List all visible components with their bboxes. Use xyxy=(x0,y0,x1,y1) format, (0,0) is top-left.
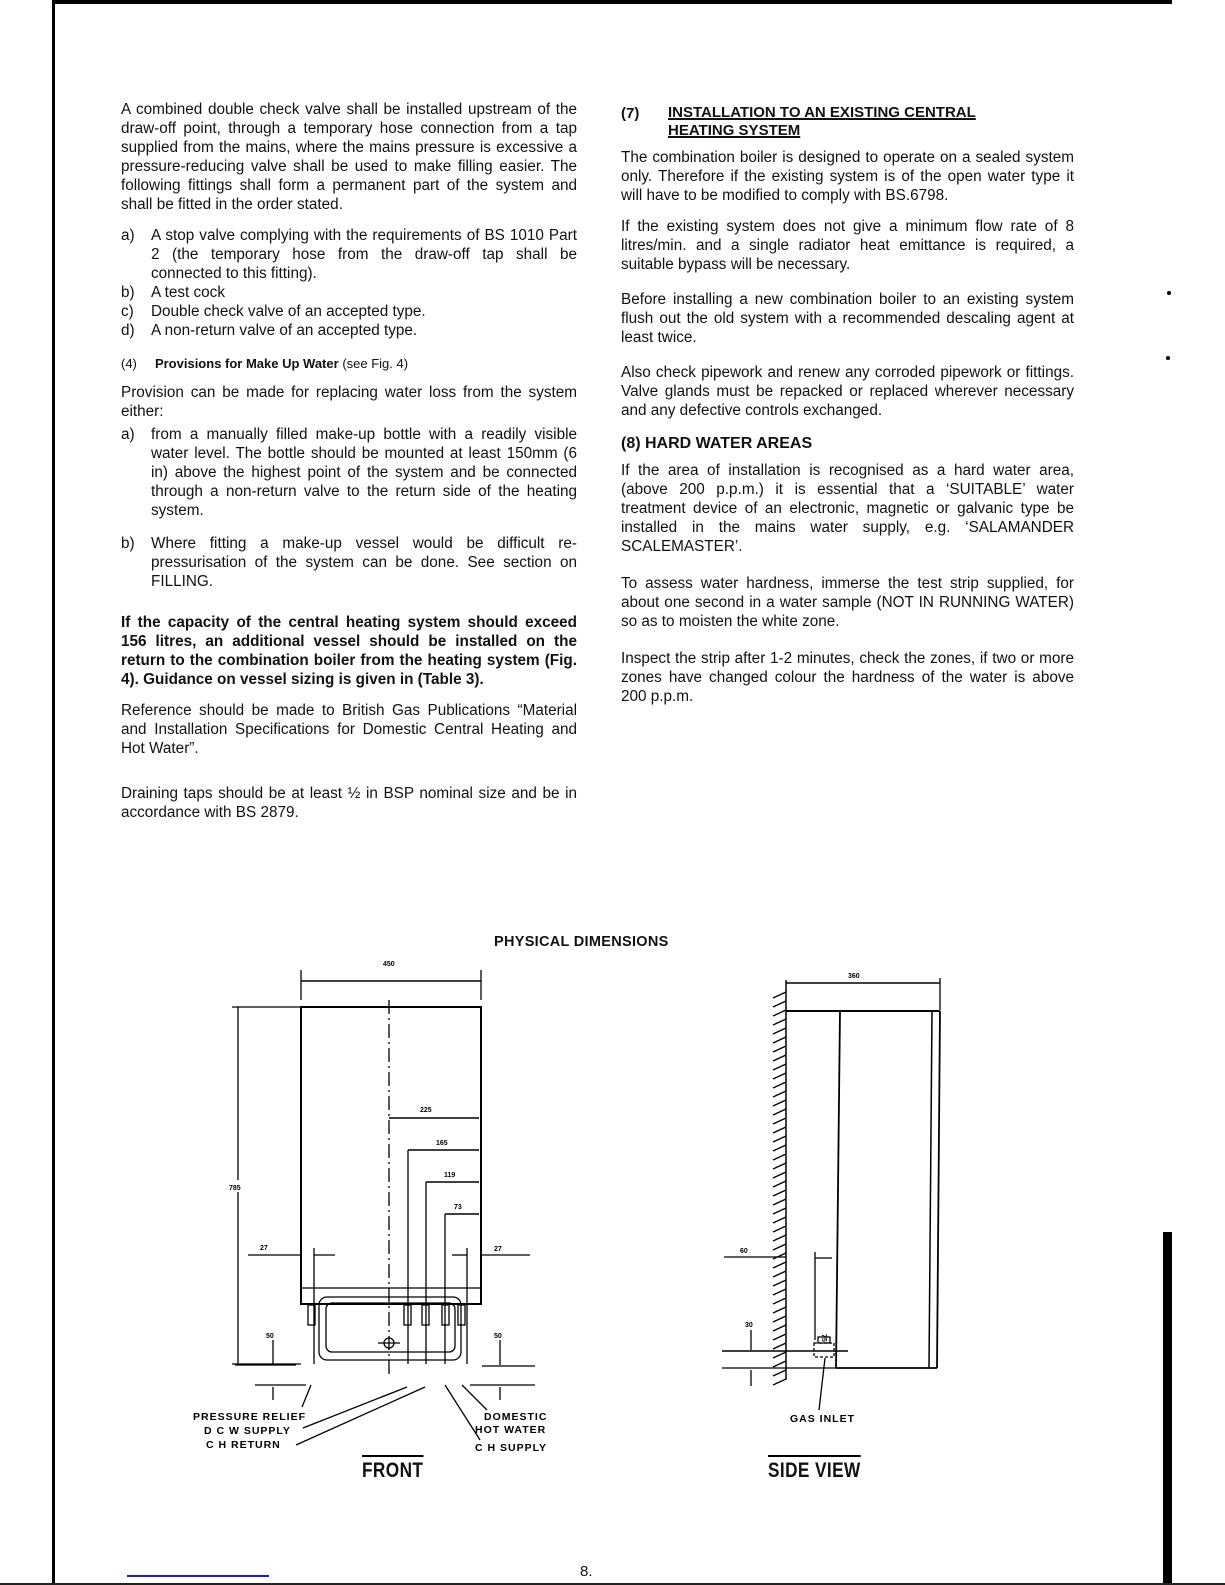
scan-speck xyxy=(1167,291,1171,295)
hatch-stroke xyxy=(773,1073,786,1079)
leader-line xyxy=(302,1385,311,1407)
scan-speck xyxy=(1166,356,1170,360)
list-marker: b) xyxy=(121,535,135,552)
pipe-ch-return xyxy=(422,1305,429,1325)
section-7-paragraph: Also check pipework and renew any corroded pipework or fittings. Valve glands must be repacked or replaced wherever necessary and any defective controls exchanged. xyxy=(621,364,1074,419)
front-view xyxy=(232,970,535,1445)
section-4-heading xyxy=(121,354,577,373)
hatch-stroke xyxy=(773,1361,786,1367)
makeup-options-list xyxy=(121,425,577,591)
list-marker: a) xyxy=(121,227,135,244)
list-marker: a) xyxy=(121,426,135,443)
side-dimension-labels xyxy=(740,973,860,1425)
section-title-line: HEATING SYSTEM xyxy=(668,122,801,139)
section-7-heading xyxy=(621,104,1074,140)
section-8-heading: (8) HARD WATER AREAS xyxy=(621,435,813,452)
hatch-stroke xyxy=(773,1280,786,1286)
hatch-stroke xyxy=(773,1298,786,1304)
hatch-stroke xyxy=(773,1028,786,1034)
hatch-stroke xyxy=(773,1379,786,1385)
hatch-stroke xyxy=(773,1190,786,1196)
fittings-list xyxy=(121,226,577,340)
pipe-dcw-supply xyxy=(404,1305,411,1325)
hatch-stroke xyxy=(773,1343,786,1349)
leader-line xyxy=(819,1358,825,1410)
list-text: A stop valve complying with the requirements of BS 1010 Part 2 (the temporary hose from the draw-off tap shall be connected to this fitting). xyxy=(151,227,577,282)
hatch-stroke xyxy=(773,1217,786,1223)
wall-hatching xyxy=(773,992,786,1385)
hatch-stroke xyxy=(773,1136,786,1142)
list-marker: d) xyxy=(121,322,135,339)
pipe-domestic-hot-water xyxy=(458,1305,465,1325)
hatch-stroke xyxy=(773,1037,786,1043)
right-column xyxy=(621,104,1074,706)
hatch-stroke xyxy=(773,1100,786,1106)
hatch-stroke xyxy=(773,1352,786,1358)
dim-label: 50 xyxy=(494,1333,502,1340)
hatch-stroke xyxy=(773,1082,786,1088)
page-number: 8. xyxy=(580,1563,593,1580)
list-item xyxy=(121,302,577,321)
hatch-stroke xyxy=(773,1010,786,1016)
list-text: A test cock xyxy=(151,284,225,301)
bottom-link-underline[interactable] xyxy=(127,1575,269,1577)
dim-label: 27 xyxy=(260,1245,268,1252)
hatch-stroke xyxy=(773,1172,786,1178)
side-casing-back xyxy=(937,1011,940,1368)
section-7-paragraph: The combination boiler is designed to operate on a sealed system only. Therefore if the existing system is of the open water type it will have to be modified to comply with BS.6798. xyxy=(621,149,1074,204)
hatch-stroke xyxy=(773,1271,786,1277)
list-item xyxy=(121,321,577,340)
list-marker: c) xyxy=(121,303,134,320)
list-item xyxy=(121,283,577,302)
connection-label: C H SUPPLY xyxy=(475,1442,548,1454)
hatch-stroke xyxy=(773,1370,786,1376)
gas-inlet-fitting xyxy=(814,1343,834,1357)
diagram-title: PHYSICAL DIMENSIONS xyxy=(494,934,669,950)
hatch-stroke xyxy=(773,1253,786,1259)
list-item xyxy=(121,534,577,591)
intro-paragraph: A combined double check valve shall be installed upstream of the draw-off point, through a temporary hose connection from a tap supplied from the mains, where the mains pressure is excessive a pressure-reducing valve shall be used to make filling easier. The following fittings shall form a permanent part of the system and shall be fitted in the order stated. xyxy=(121,101,577,213)
connection-label: C H RETURN xyxy=(206,1439,281,1451)
hatch-stroke xyxy=(773,1262,786,1268)
dim-label: 27 xyxy=(494,1246,502,1253)
draining-note: Draining taps should be at least ½ in BSP nominal size and be in accordance with BS 2879. xyxy=(121,785,577,821)
section-8-paragraph: To assess water hardness, immerse the test strip supplied, for about one second in a water sample (NOT IN RUNNING WATER) so as to moisten the white zone. xyxy=(621,575,1074,630)
connection-label: HOT WATER xyxy=(475,1424,547,1436)
list-item xyxy=(121,226,577,283)
front-casing xyxy=(301,1007,481,1304)
pipe-pressure-relief xyxy=(308,1305,315,1325)
hatch-stroke xyxy=(773,1055,786,1061)
dim-label: 119 xyxy=(444,1172,456,1179)
gas-inlet-nut xyxy=(818,1337,830,1343)
reference-note: Reference should be made to British Gas Publications “Material and Installation Specifications for Domestic Central Heating and Hot Water”. xyxy=(121,702,577,757)
hatch-stroke xyxy=(773,1154,786,1160)
section-7-paragraph: Before installing a new combination boiler to an existing system flush out the old system with a recommended descaling agent at least twice. xyxy=(621,291,1074,346)
pressure-gauge-icon xyxy=(384,1338,394,1348)
section-title-line: INSTALLATION TO AN EXISTING CENTRAL xyxy=(668,104,976,121)
leader-line xyxy=(445,1385,480,1440)
leader-line xyxy=(303,1387,407,1428)
hatch-stroke xyxy=(773,1226,786,1232)
hatch-stroke xyxy=(773,1316,786,1322)
capacity-note: If the capacity of the central heating system should exceed 156 litres, an additional vessel should be installed on the return to the combination boiler from the heating system (Fig. 4). Guidance on vessel sizing is given in (Table 3). xyxy=(121,614,577,688)
hatch-stroke xyxy=(773,1244,786,1250)
hatch-stroke xyxy=(773,992,786,998)
section-8-paragraph: If the area of installation is recognised as a hard water area, (above 200 p.p.m.) it is essential that a ‘SUITABLE’ water treatment device of an electronic, magnetic or galvanic type be installed in the mains water supply, e.g. ‘SALAMANDER SCALEMASTER’. xyxy=(621,462,1074,555)
hatch-stroke xyxy=(773,1163,786,1169)
hatch-stroke xyxy=(773,1325,786,1331)
hatch-stroke xyxy=(773,1109,786,1115)
front-control-panel xyxy=(319,1297,461,1360)
dim-label: 785 xyxy=(229,1185,241,1192)
hatch-stroke xyxy=(773,1208,786,1214)
section-title: Provisions for Make Up Water xyxy=(154,356,339,371)
hatch-stroke xyxy=(773,1289,786,1295)
list-text: A non-return valve of an accepted type. xyxy=(151,322,418,339)
leader-line xyxy=(462,1385,487,1410)
section-number: (7) xyxy=(621,105,640,122)
side-view xyxy=(722,978,940,1410)
dim-label: 360 xyxy=(848,973,860,980)
dim-label: 165 xyxy=(436,1140,448,1147)
dim-label: 30 xyxy=(745,1322,753,1329)
section-4-intro: Provision can be made for replacing water loss from the system either: xyxy=(121,384,577,420)
dim-label: 450 xyxy=(383,961,395,968)
list-item xyxy=(121,425,577,520)
connection-label: PRESSURE RELIEF xyxy=(193,1411,307,1423)
connection-label: D C W SUPPLY xyxy=(204,1425,291,1437)
connection-label: DOMESTIC xyxy=(484,1411,548,1423)
hatch-stroke xyxy=(773,1235,786,1241)
section-7-paragraph: If the existing system does not give a minimum flow rate of 8 litres/min. and a single radiator heat emittance is required, a suitable bypass will be necessary. xyxy=(621,218,1074,273)
page-border-top xyxy=(52,0,1172,4)
hatch-stroke xyxy=(773,1118,786,1124)
hatch-stroke xyxy=(773,1046,786,1052)
front-dimension-labels xyxy=(193,961,547,1454)
dim-label: 75 xyxy=(820,1334,827,1342)
dim-label: 73 xyxy=(454,1204,462,1211)
dim-label: 225 xyxy=(420,1107,432,1114)
section-8-paragraph: Inspect the strip after 1-2 minutes, check the zones, if two or more zones have changed colour the hardness of the water is above 200 p.p.m. xyxy=(621,650,1074,705)
hatch-stroke xyxy=(773,1064,786,1070)
section-number: (4) xyxy=(121,356,137,371)
list-marker: b) xyxy=(121,284,135,301)
hatch-stroke xyxy=(773,1334,786,1340)
figure-ref: (see Fig. 4) xyxy=(342,356,409,371)
dim-label: 50 xyxy=(266,1333,274,1340)
list-text: Double check valve of an accepted type. xyxy=(151,303,426,320)
leader-line xyxy=(296,1387,425,1445)
side-casing-inner xyxy=(929,1011,932,1368)
section-title xyxy=(668,104,976,140)
hatch-stroke xyxy=(773,1019,786,1025)
front-view-label: FRONT xyxy=(362,1455,423,1483)
side-view-label: SIDE VIEW xyxy=(768,1455,861,1483)
connection-label: GAS INLET xyxy=(790,1413,856,1425)
hatch-stroke xyxy=(773,1307,786,1313)
list-text: from a manually filled make-up bottle with a readily visible water level. The bottle should be mounted at least 150mm (6 in) above the highest point of the system and be connected through a non-return valve to the return side of the heating system. xyxy=(151,426,577,519)
front-control-panel-inner xyxy=(326,1303,455,1352)
side-casing-front xyxy=(836,1011,840,1368)
page-border-right xyxy=(1163,1232,1172,1585)
page-border-left-thick xyxy=(52,0,55,275)
left-column xyxy=(121,100,577,822)
dim-label: 60 xyxy=(740,1248,748,1255)
hatch-stroke xyxy=(773,1001,786,1007)
hatch-stroke xyxy=(773,1145,786,1151)
list-text: Where fitting a make-up vessel would be difficult re-pressurisation of the system can be done. See section on FILLING. xyxy=(151,535,577,590)
hatch-stroke xyxy=(773,1091,786,1097)
hatch-stroke xyxy=(773,1199,786,1205)
pipe-ch-supply xyxy=(442,1305,449,1325)
hatch-stroke xyxy=(773,1127,786,1133)
hatch-stroke xyxy=(773,1181,786,1187)
